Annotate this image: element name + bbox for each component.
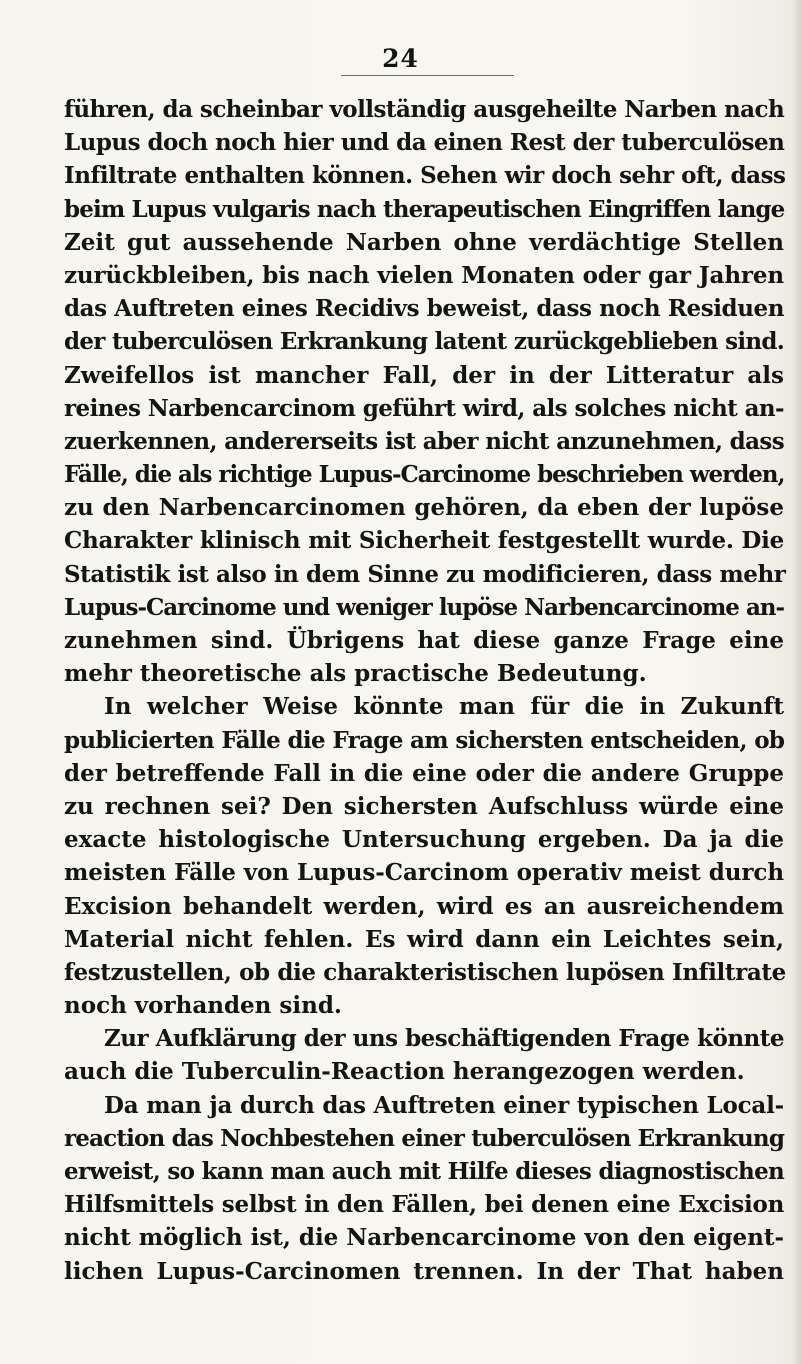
text-line: meisten Fälle von Lupus-Carcinom operativ meist durch <box>64 859 784 887</box>
page-edge-shadow <box>791 0 801 1364</box>
text-line: Zur Aufklärung der uns beschäftigenden Frage könnte <box>104 1025 784 1053</box>
text-line: zu rechnen sei? Den sichersten Aufschluss würde eine <box>64 792 784 820</box>
body-text <box>64 93 784 1288</box>
text-line: Zeit gut aussehende Narben ohne verdächtige Stellen <box>64 228 784 256</box>
text-line: der betreffende Fall in die eine oder die andere Gruppe <box>64 759 784 787</box>
text-line: reines Narbencarcinom geführt wird, als solches nicht an- <box>64 394 784 422</box>
text-line: lichen Lupus-Carcinomen trennen. In der That haben <box>64 1257 784 1285</box>
text-line: publicierten Fälle die Frage am sichersten entscheiden, ob <box>64 726 785 754</box>
text-line: In welcher Weise könnte man für die in Zukunft <box>104 693 784 721</box>
text-line: Da man ja durch das Auftreten einer typischen Local- <box>104 1091 784 1119</box>
text-line: auch die Tuberculin-Reaction herangezogen werden. <box>64 1058 745 1086</box>
text-line: Infiltrate enthalten können. Sehen wir doch sehr oft, dass <box>64 162 786 190</box>
text-line: festzustellen, ob die charakteristischen lupösen Infiltrate <box>64 958 786 986</box>
text-line: Material nicht fehlen. Es wird dann ein Leichtes sein, <box>64 925 784 953</box>
page-number: 24 <box>382 44 419 73</box>
text-line: nicht möglich ist, die Narbencarcinome von den eigent- <box>64 1224 784 1252</box>
header-rule <box>341 75 514 76</box>
text-line: Statistik ist also in dem Sinne zu modificieren, dass mehr <box>64 560 786 588</box>
text-line: Zweifellos ist mancher Fall, der in der Litteratur als <box>64 361 784 389</box>
text-line: Lupus doch noch hier und da einen Rest der tuberculösen <box>64 129 785 157</box>
text-line: zunehmen sind. Übrigens hat diese ganze Frage eine <box>64 627 784 654</box>
text-line: reaction das Nochbestehen einer tuberculösen Erkrankung <box>64 1124 785 1152</box>
text-line: Excision behandelt werden, wird es an ausreichendem <box>64 892 784 920</box>
text-line: zurückbleiben, bis nach vielen Monaten oder gar Jahren <box>64 261 784 289</box>
text-line: zuerkennen, andererseits ist aber nicht anzunehmen, dass <box>64 427 784 455</box>
text-line: Lupus-Carcinome und weniger lupöse Narbencarcinome an- <box>64 593 784 621</box>
text-line: beim Lupus vulgaris nach therapeutischen Eingriffen lange <box>64 195 785 223</box>
text-line: erweist, so kann man auch mit Hilfe dieses diagnostischen <box>64 1158 785 1185</box>
text-line: führen, da scheinbar vollständig ausgeheilte Narben nach <box>64 96 785 123</box>
text-line: Charakter klinisch mit Sicherheit festgestellt wurde. Die <box>64 527 784 555</box>
text-line: Fälle, die als richtige Lupus-Carcinome beschrieben werden, <box>64 461 785 489</box>
text-line: das Auftreten eines Recidivs beweist, dass noch Residuen <box>64 295 784 323</box>
text-line: Hilfsmittels selbst in den Fällen, bei denen eine Excision <box>64 1191 785 1219</box>
text-line: noch vorhanden sind. <box>64 992 342 1020</box>
text-line: der tuberculösen Erkrankung latent zurückgeblieben sind. <box>64 328 784 356</box>
text-line: zu den Narbencarcinomen gehören, da eben der lupöse <box>64 494 784 522</box>
text-line: exacte histologische Untersuchung ergeben. Da ja die <box>64 826 784 854</box>
text-line: mehr theoretische als practische Bedeutung. <box>64 660 647 688</box>
